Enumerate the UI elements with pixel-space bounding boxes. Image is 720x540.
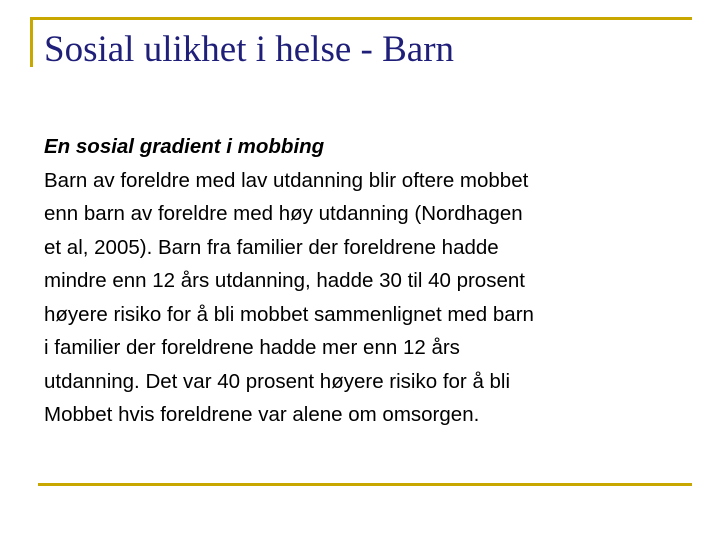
frame-bottom-rule: [38, 483, 692, 486]
slide-subheading: En sosial gradient i mobbing: [44, 135, 325, 158]
frame-left-rule: [30, 17, 33, 67]
body-line-2: enn barn av foreldre med høy utdanning (Nordhagen: [44, 202, 523, 225]
body-line-1: Barn av foreldre med lav utdanning blir oftere mobbet: [44, 168, 529, 192]
slide-title: Sosial ulikhet i helse - Barn: [44, 29, 455, 70]
body-line-4: mindre enn 12 års utdanning, hadde 30 til 40 prosent: [44, 269, 525, 292]
body-line-7: utdanning. Det var 40 prosent høyere risiko for å bli: [44, 369, 511, 393]
body-line-6: i familier der foreldrene hadde mer enn 12 års: [44, 336, 460, 359]
slide-body: [44, 130, 694, 432]
body-line-8: Mobbet hvis foreldrene var alene om omsorgen.: [44, 403, 480, 426]
frame-top-rule: [30, 17, 692, 20]
body-line-3: et al, 2005). Barn fra familier der foreldrene hadde: [44, 235, 499, 259]
body-line-5: høyere risiko for å bli mobbet sammenlignet med barn: [44, 302, 534, 326]
